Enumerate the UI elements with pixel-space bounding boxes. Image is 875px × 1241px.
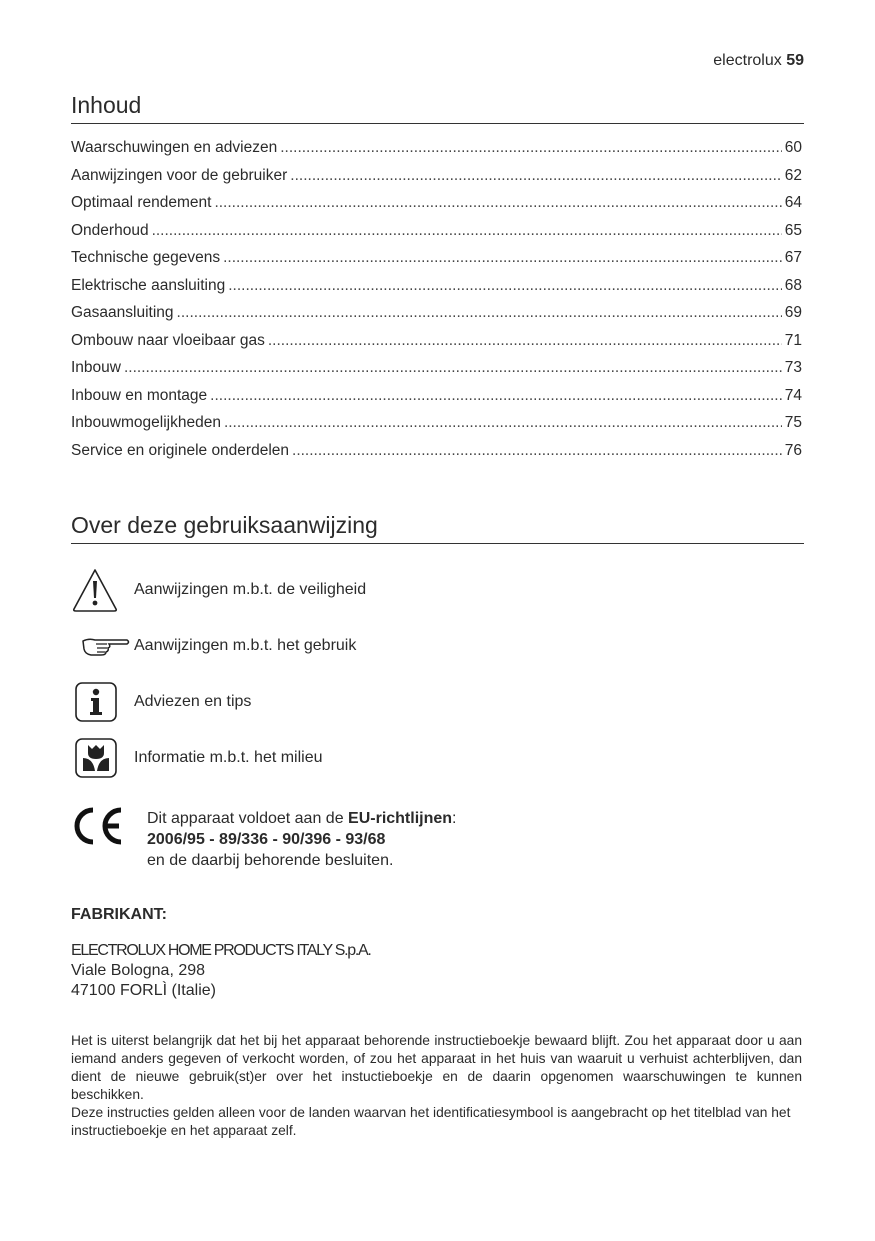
- toc-entry-page: 67: [784, 249, 802, 266]
- city: 47100 FORLÌ: [71, 982, 168, 999]
- dot-leader: [152, 222, 782, 240]
- toc-entry-label: Waarschuwingen en adviezen: [71, 139, 278, 156]
- toc-entry-page: 71: [784, 331, 802, 349]
- toc-entry-label: Ombouw naar vloeibaar gas: [71, 331, 265, 349]
- dot-leader: [223, 249, 782, 267]
- toc-entry-page: 69: [784, 304, 802, 321]
- info-icon: [71, 682, 134, 722]
- symbol-legend: [71, 562, 366, 786]
- warning-triangle-icon: [71, 567, 134, 613]
- toc-entry[interactable]: [71, 194, 802, 222]
- toc-entry-label: Onderhoud: [71, 221, 149, 239]
- toc-entry-page: 68: [784, 276, 802, 294]
- toc-entry[interactable]: [71, 304, 802, 332]
- toc-entry-label: Optimaal rendement: [71, 194, 212, 211]
- ce-line1: Dit apparaat voldoet aan de: [147, 810, 349, 827]
- toc-entry-page: 76: [784, 441, 802, 459]
- toc-entry[interactable]: [71, 249, 802, 277]
- dot-leader: [280, 139, 782, 157]
- country: (Italie): [171, 982, 216, 999]
- environment-flower-icon: [71, 738, 134, 778]
- toc-entry-label: Gasaansluiting: [71, 304, 174, 321]
- notice-paragraph: Het is uiterst belangrijk dat het bij het apparaat behorende instructieboekje bewaard blijft. Zou het apparaat door u aan iemand anders gegeven of verkocht worden, of zou het apparaat in het huis van waaruit u verhuist achterblijven, dan dient de nieuwe gebruik(st)er over het instuctieboekje en de daarin opgenomen waarschuwingen te kunnen beschikken.: [71, 1033, 802, 1102]
- dot-leader: [292, 442, 782, 460]
- dot-leader: [177, 304, 782, 322]
- toc-entry[interactable]: [71, 387, 802, 415]
- toc-entry-label: Inbouwmogelijkheden: [71, 414, 221, 431]
- company-name: ELECTROLUX HOME PRODUCTS ITALY S.p.A.: [71, 942, 371, 959]
- toc-entry-label: Service en originele onderdelen: [71, 441, 290, 459]
- legend-label: Adviezen en tips: [134, 693, 252, 710]
- toc-entry[interactable]: [71, 332, 802, 360]
- legend-item: [71, 674, 366, 730]
- page-number: 59: [786, 52, 804, 69]
- dot-leader: [268, 332, 782, 350]
- legend-label: Aanwijzingen m.b.t. de veiligheid: [134, 581, 367, 598]
- toc-entry[interactable]: [71, 139, 802, 167]
- toc-entry-page: 60: [784, 139, 802, 156]
- toc-entry-page: 73: [784, 359, 802, 376]
- page-header: [713, 52, 804, 70]
- ce-colon: :: [452, 810, 457, 827]
- toc-entry[interactable]: [71, 359, 802, 387]
- manufacturer-heading: FABRIKANT:: [71, 906, 167, 923]
- toc-entry-label: Technische gegevens: [71, 249, 221, 266]
- ce-mark-icon: [71, 806, 126, 851]
- dot-leader: [214, 194, 781, 212]
- toc-entry-page: 62: [784, 166, 802, 184]
- dot-leader: [124, 359, 782, 377]
- toc-entry[interactable]: [71, 222, 802, 250]
- ce-eu-directives: EU-richtlijnen: [348, 810, 453, 827]
- table-of-contents: [71, 139, 802, 469]
- dot-leader: [224, 414, 782, 432]
- toc-entry-page: 65: [784, 221, 802, 239]
- manufacturer-address: [71, 941, 371, 1001]
- toc-entry-page: 74: [784, 386, 802, 404]
- street: Viale Bologna, 298: [71, 962, 206, 979]
- notice-text: [71, 1032, 802, 1140]
- ce-line3: en de daarbij behorende besluiten.: [147, 852, 394, 869]
- legend-item: [71, 730, 366, 786]
- directive-numbers: 2006/95 - 89/336 - 90/396 - 93/68: [147, 831, 386, 848]
- toc-entry-label: Inbouw en montage: [71, 386, 208, 404]
- brand-name: electrolux: [713, 52, 782, 69]
- toc-title: Inhoud: [71, 92, 804, 124]
- dot-leader: [210, 387, 782, 405]
- toc-entry[interactable]: [71, 277, 802, 305]
- toc-entry-label: Inbouw: [71, 359, 121, 376]
- legend-item: [71, 562, 366, 618]
- dot-leader: [228, 277, 782, 295]
- ce-statement: [147, 808, 457, 871]
- toc-entry[interactable]: [71, 442, 802, 470]
- toc-entry[interactable]: [71, 167, 802, 195]
- pointing-hand-icon: [71, 635, 134, 657]
- legend-item: [71, 618, 366, 674]
- toc-entry-page: 75: [784, 414, 802, 431]
- legend-label: Aanwijzingen m.b.t. het gebruik: [134, 637, 357, 654]
- section-title-about: Over deze gebruiksaanwijzing: [71, 512, 804, 544]
- dot-leader: [290, 167, 781, 185]
- toc-entry[interactable]: [71, 414, 802, 442]
- notice-paragraph: Deze instructies gelden alleen voor de landen waarvan het identificatiesymbool is aangebracht op het titelblad van het instructieboekje en het apparaat zelf.: [71, 1105, 791, 1138]
- legend-label: Informatie m.b.t. het milieu: [134, 749, 323, 766]
- toc-entry-page: 64: [784, 194, 802, 211]
- toc-entry-label: Elektrische aansluiting: [71, 276, 226, 294]
- toc-entry-label: Aanwijzingen voor de gebruiker: [71, 166, 288, 184]
